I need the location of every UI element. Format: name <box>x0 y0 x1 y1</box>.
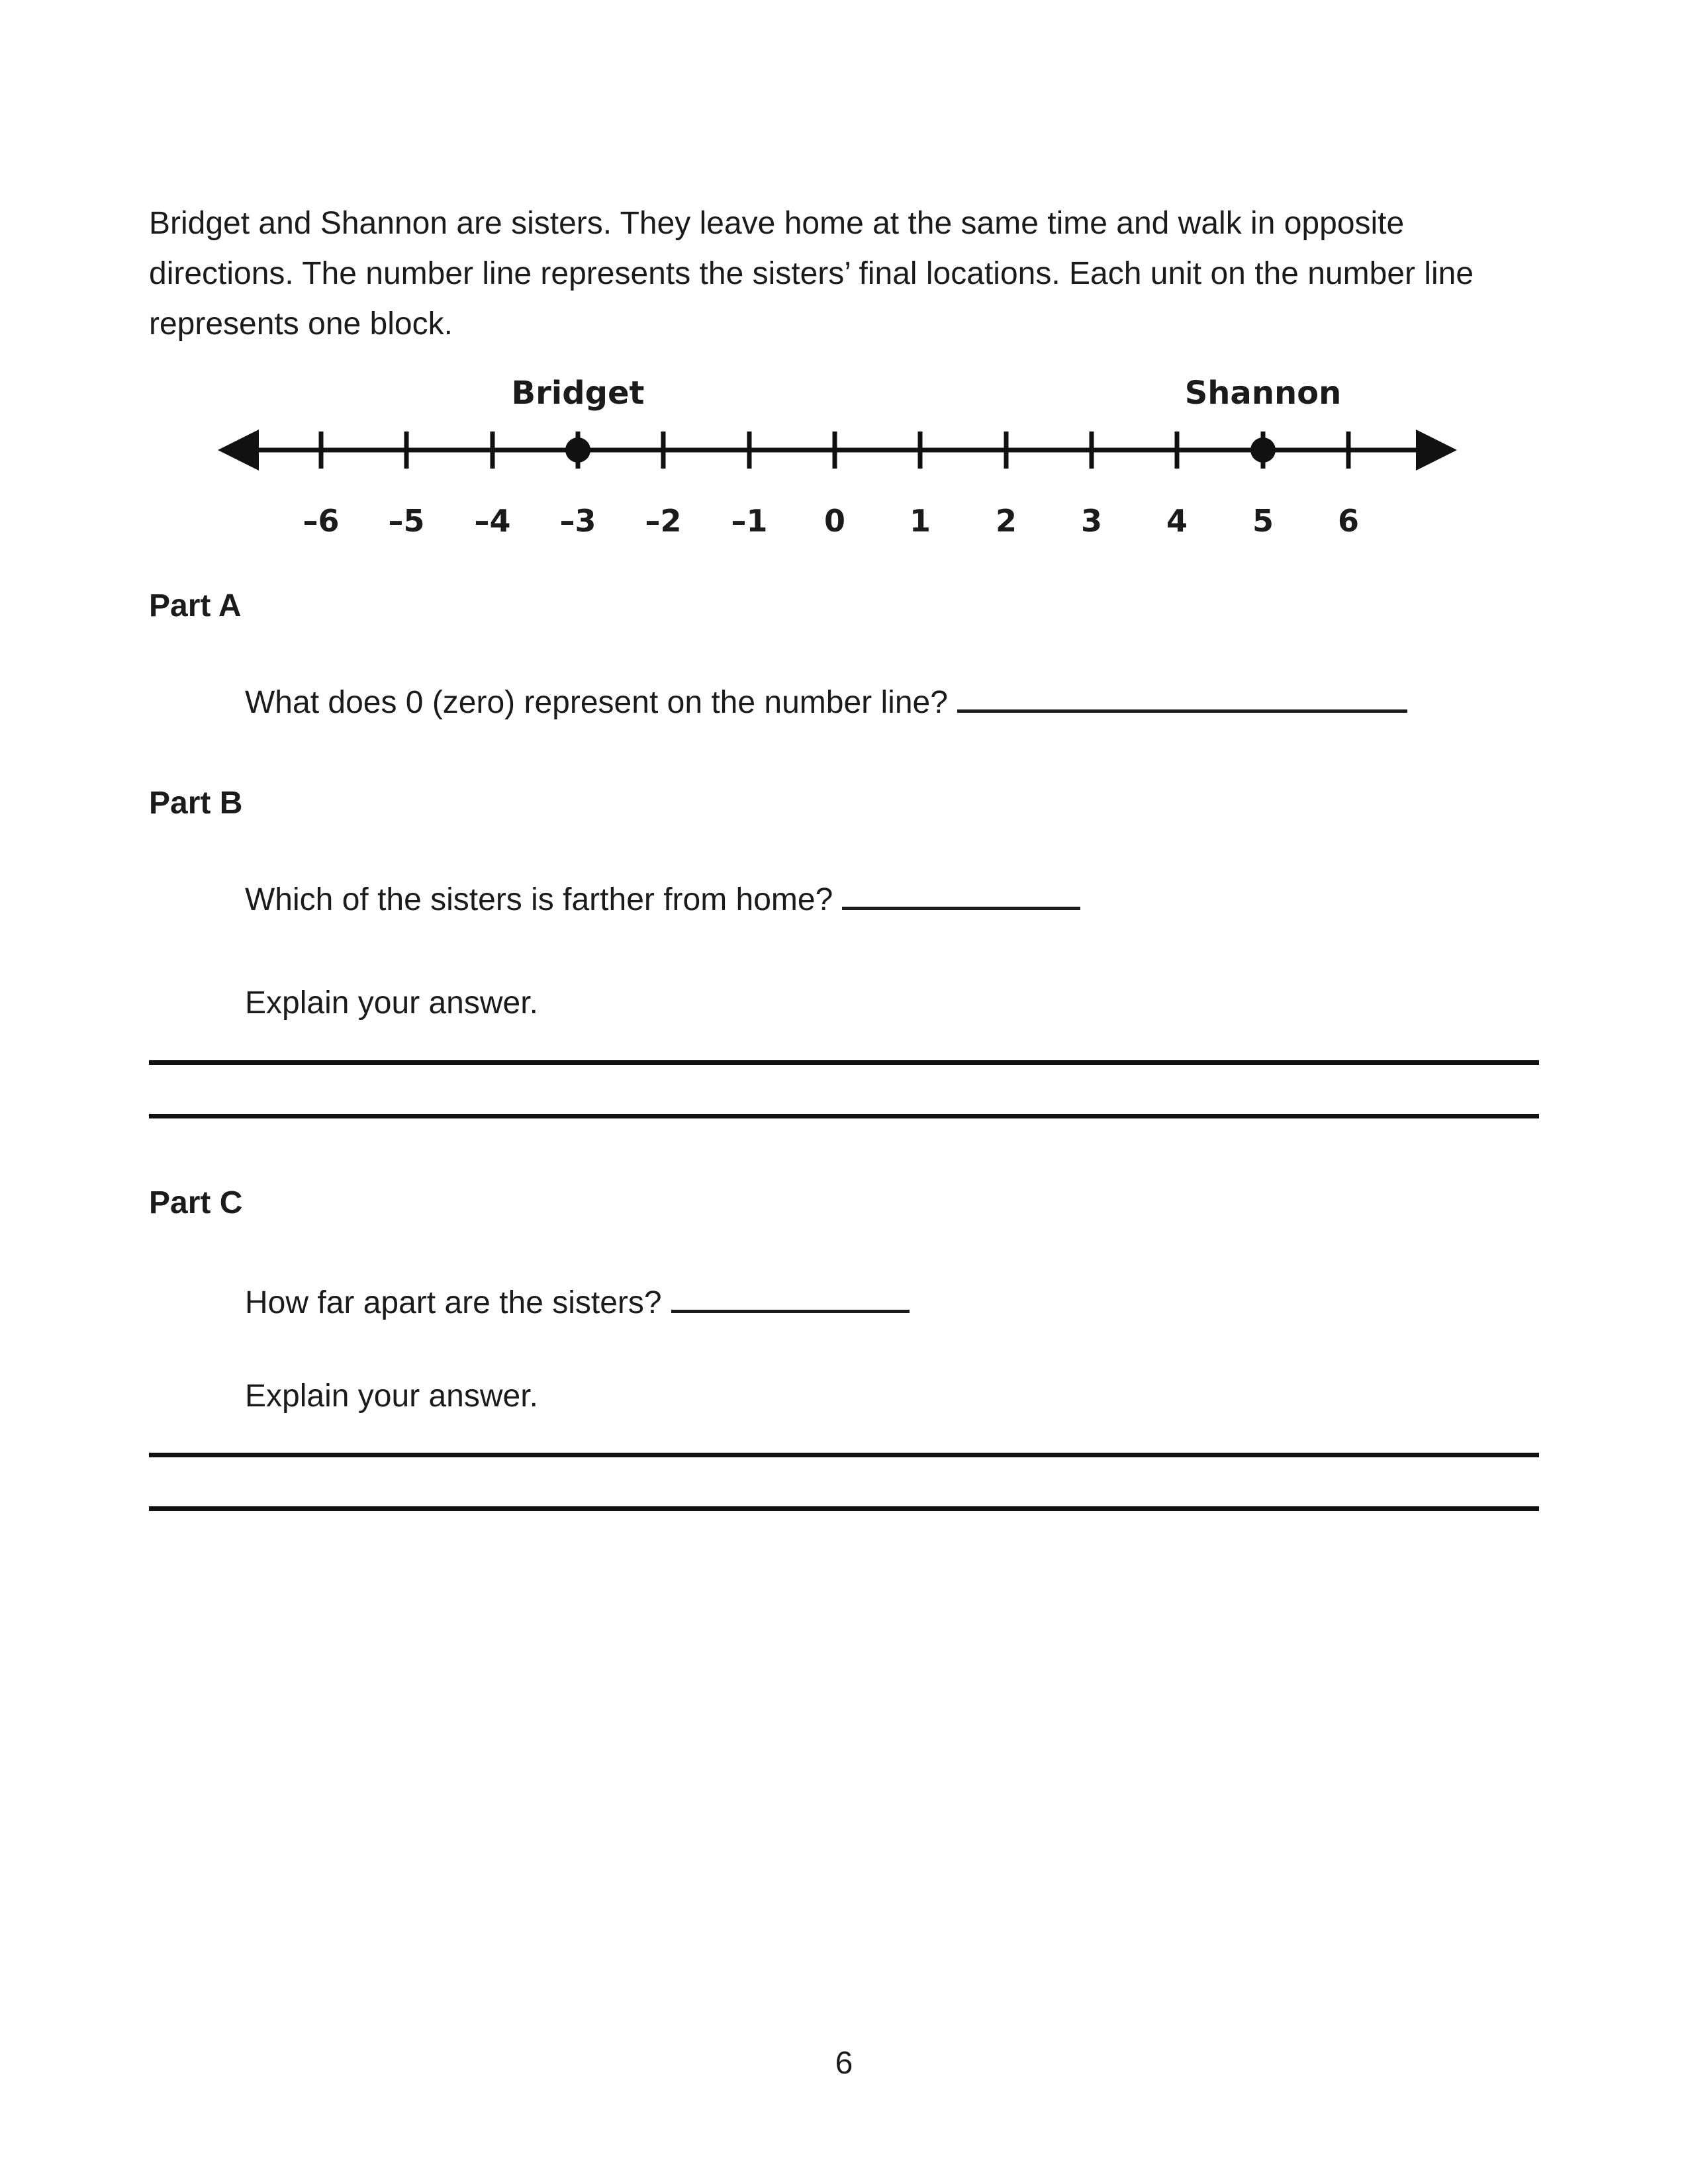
tick-label: –5 <box>388 503 425 539</box>
tick-label: –2 <box>645 503 682 539</box>
part-c-question-text: How far apart are the sisters? <box>245 1285 662 1320</box>
tick-label: 2 <box>995 503 1017 539</box>
part-c-heading: Part C <box>149 1185 243 1220</box>
part-c-answer-line-2 <box>149 1506 1539 1511</box>
part-a-question-text: What does 0 (zero) represent on the number line? <box>245 685 948 720</box>
part-b-answer-blank <box>842 903 1080 910</box>
tick-label: –1 <box>731 503 768 539</box>
tick-label: 6 <box>1337 503 1360 539</box>
part-b-explain-prompt: Explain your answer. <box>245 985 538 1021</box>
part-b-answer-line-1 <box>149 1060 1539 1065</box>
tick-label: 4 <box>1166 503 1188 539</box>
part-b-heading: Part B <box>149 786 243 821</box>
shannon-point-marker <box>1250 437 1276 463</box>
bridget-name-label: Bridget <box>511 375 645 412</box>
part-c-question <box>245 1285 1539 1322</box>
tick-label: –4 <box>474 503 511 539</box>
tick-label: –3 <box>559 503 596 539</box>
tick-label: 0 <box>823 503 846 539</box>
part-a-answer-blank <box>957 705 1407 713</box>
number-line-svg <box>215 369 1460 541</box>
tick-label: 1 <box>909 503 931 539</box>
tick-label: 3 <box>1080 503 1103 539</box>
part-c-answer-line-1 <box>149 1453 1539 1457</box>
shannon-name-label: Shannon <box>1184 375 1342 412</box>
tick-label: –6 <box>303 503 340 539</box>
part-a-heading: Part A <box>149 588 242 623</box>
tick-label: 5 <box>1252 503 1274 539</box>
part-c-explain-prompt: Explain your answer. <box>245 1379 538 1414</box>
part-a-question <box>245 684 1539 721</box>
page-number: 6 <box>835 2046 853 2081</box>
left-arrowhead-icon <box>218 430 259 471</box>
part-b-question-text: Which of the sisters is farther from home? <box>245 882 833 917</box>
number-line-figure <box>215 369 1460 541</box>
part-c-answer-blank <box>671 1306 910 1313</box>
intro-paragraph: Bridget and Shannon are sisters. They leave home at the same time and walk in opposite directions. The number line represents the sisters’ final locations. Each unit on the number line represents one block. <box>149 206 1474 341</box>
bridget-point-marker <box>565 437 590 463</box>
part-b-question <box>245 882 1539 919</box>
part-b-answer-line-2 <box>149 1114 1539 1118</box>
right-arrowhead-icon <box>1416 430 1457 471</box>
